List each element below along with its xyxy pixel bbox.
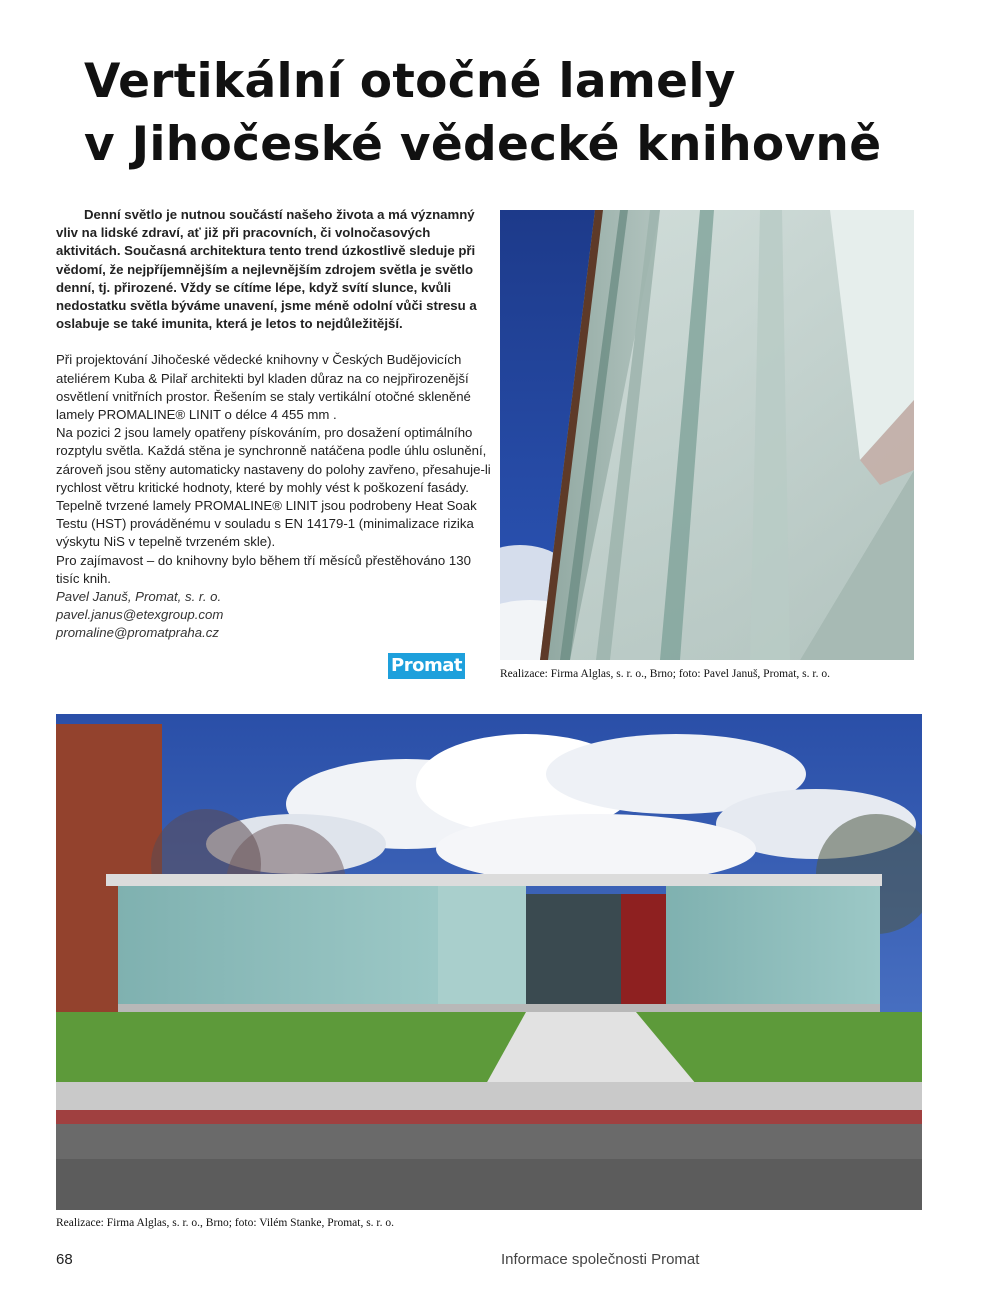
article-text-column (56, 206, 496, 643)
bottom-photo-caption: Realizace: Firma Alglas, s. r. o., Brno; foto: Vilém Stanke, Promat, s. r. o. (56, 1217, 394, 1229)
author-name: Pavel Januš, Promat, s. r. o. (56, 589, 222, 605)
promat-logo: Promat (388, 653, 465, 679)
contact-email-link[interactable]: promaline@promatpraha.cz (56, 625, 219, 641)
lead-paragraph: Denní světlo je nutnou součástí našeho života a má významný vliv na lidské zdraví, ať již při pracovních, či volnočasových aktivitách. Současná architektura tento trend úzkostlivě sleduje při vědomí, že nejpříjemnějším a nejlevnějším zdrojem světla je světlo denní, tj. přirozené. Vždy se cítíme lépe, když svítí slunce, kvůli nedostatku světla býváme unavení, jsme méně odolní vůči stresu a oslabuje se také imunita, která je letos to nejdůležitější. (56, 207, 477, 332)
library-building-photo (56, 714, 922, 1210)
body-paragraph-2: Na pozici 2 jsou lamely opatřeny pískováním, pro dosažení optimálního rozptylu světla. Každá stěna je synchronně natáčena podle úhlu oslunění, zároveň jsou stěny automaticky nastaveny do polohy zavřeno, přesahuje-li rychlost větru kritické hodnoty, které by mohly vést k poškození fasády. Tepelně tvrzené lamely PROMALINE® LINIT jsou podrobeny Heat Soak Testu (HST) prováděnému v souladu s EN 14179-1 (minimalizace rizika výskytu NiS v tepelně tvrzeném skle). (56, 425, 491, 550)
top-photo-caption: Realizace: Firma Alglas, s. r. o., Brno; foto: Pavel Januš, Promat, s. r. o. (500, 668, 830, 680)
article-title (84, 50, 964, 176)
page-number: 68 (56, 1251, 73, 1268)
louvres-closeup-photo (500, 210, 914, 660)
title-line-1: Vertikální otočné lamely (84, 54, 736, 109)
author-email-link[interactable]: pavel.janus@etexgroup.com (56, 607, 224, 623)
publication-name: Informace společnosti Promat (501, 1251, 700, 1268)
body-paragraph-1: Při projektování Jihočeské vědecké knihovny v Českých Budějovicích ateliérem Kuba & Pilař architekti byl kladen důraz na co nejpřirozenější osvětlení vnitřních prostor. Řešením se staly vertikální otočné skleněné lamely PROMALINE® LINIT o délce 4 455 mm . (56, 352, 471, 423)
body-paragraph-3: Pro zajímavost – do knihovny bylo během tří měsíců přestěhováno 130 tisíc knih. (56, 552, 471, 586)
title-line-2: v Jihočeské vědecké knihovně (84, 117, 882, 172)
